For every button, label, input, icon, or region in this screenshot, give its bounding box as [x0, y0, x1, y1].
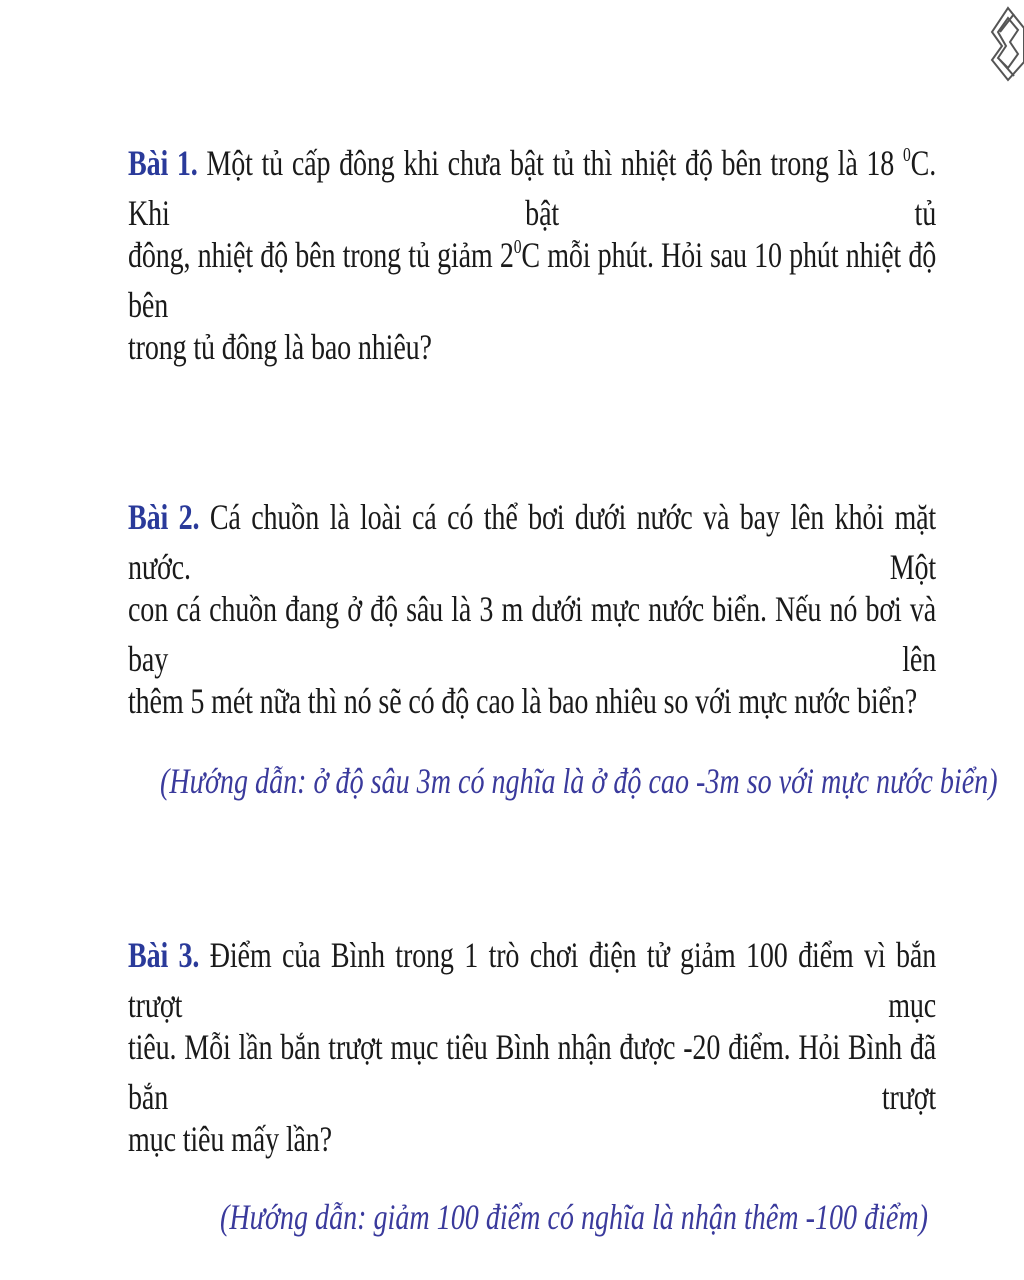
problem-3-line-3: mục tiêu mấy lần? — [128, 1119, 332, 1159]
problem-1-line-3: trong tủ đông là bao nhiêu? — [128, 327, 432, 367]
problem-label: Bài 1. — [128, 143, 198, 183]
degree-symbol: 0 — [902, 144, 911, 166]
problem-1-line-2: đông, nhiệt độ bên trong tủ giảm $2^0C$ mỗi phút. Hỏi sau 10 phút nhiệt độ bên — [128, 235, 937, 325]
problem-2 — [128, 492, 936, 768]
problem-3 — [128, 930, 936, 1206]
problem-3-line-2: tiêu. Mỗi lần bắn trượt mục tiêu Bình nhận được -20 điểm. Hỏi Bình đã bắn trượt — [128, 1027, 937, 1117]
problem-3-line-1: Bài 3. Điểm của Bình trong 1 trò chơi điện tử giảm 100 điểm vì bắn trượt mục — [128, 935, 937, 1025]
problem-2-line-3: thêm 5 mét nữa thì nó sẽ có độ cao là bao nhiêu so với mực nước biển? — [128, 681, 918, 721]
problem-label: Bài 2. — [128, 497, 200, 537]
problem-1-line-1: Bài 1. Một tủ cấp đông khi chưa bật tủ thì nhiệt độ bên trong là 18 $^0$C. Khi bật tủ — [128, 143, 937, 233]
degree-symbol: 0 — [513, 236, 522, 258]
problem-3-hint: (Hướng dẫn: giảm 100 điểm có nghĩa là nhận thêm -100 điểm) — [220, 1197, 929, 1237]
problem-1 — [128, 138, 936, 414]
problem-label: Bài 3. — [128, 935, 200, 975]
problem-2-hint: (Hướng dẫn: ở độ sâu 3m có nghĩa là ở độ cao -3m so với mực nước biển) — [160, 761, 998, 801]
diamond-stripes-logo — [978, 2, 1024, 82]
problem-2-line-2: con cá chuồn đang ở độ sâu là 3 m dưới mực nước biển. Nếu nó bơi và bay lên — [128, 589, 937, 679]
problem-2-line-1: Bài 2. Cá chuồn là loài cá có thể bơi dưới nước và bay lên khỏi mặt nước. Một — [128, 497, 937, 587]
